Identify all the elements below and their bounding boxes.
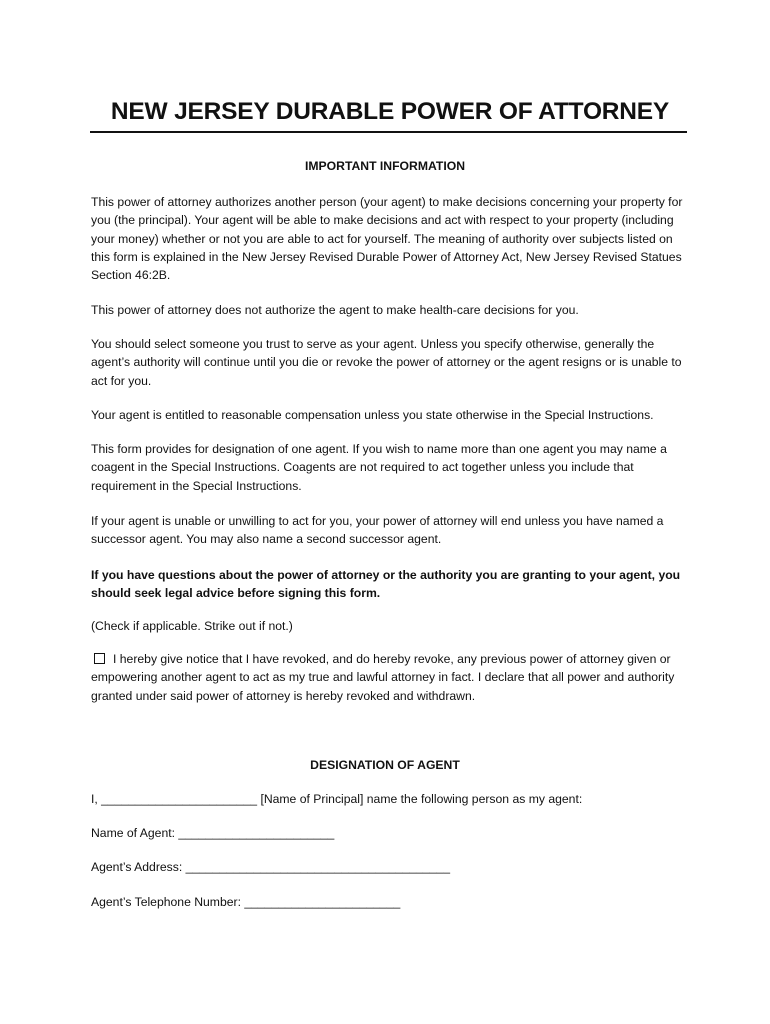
agent-address-field[interactable]: Agent’s Address: _______________________________________ (91, 860, 450, 874)
paragraph-select-agent: You should select someone you trust to serve as your agent. Unless you specify otherwise, generally the agent’s authority will continue until you die or revoke the power of attorney or the agent resigns or is unable to act for you. (91, 337, 682, 388)
principal-name-field[interactable]: I, _______________________ [Name of Principal] name the following person as my agent: (91, 792, 583, 806)
paragraph-compensation: Your agent is entitled to reasonable compensation unless you state otherwise in the Special Instructions. (91, 408, 654, 422)
revocation-checkbox[interactable] (94, 653, 105, 664)
agent-name-field[interactable]: Name of Agent: _______________________ (91, 826, 335, 840)
title-underline (90, 131, 687, 133)
check-instruction: (Check if applicable. Strike out if not.) (91, 619, 293, 633)
legal-advice-notice: If you have questions about the power of attorney or the authority you are granting to your agent, you should seek legal advice before signing this form. (91, 568, 681, 601)
paragraph-coagent: This form provides for designation of one agent. If you wish to name more than one agent you may name a coagent in the Special Instructions. Coagents are not required to act together unless you include that requirement in the Special Instructions. (91, 442, 667, 493)
revocation-clause (91, 650, 689, 705)
designation-of-agent-heading: DESIGNATION OF AGENT (310, 758, 460, 772)
paragraph-health-care: This power of attorney does not authorize the agent to make health-care decisions for you. (91, 303, 579, 317)
agent-telephone-field[interactable]: Agent’s Telephone Number: _______________________ (91, 895, 401, 909)
revocation-text: I hereby give notice that I have revoked, and do hereby revoke, any previous power of attorney given or empowering another agent to act as my true and lawful attorney in fact. I declare that all power and authority granted under said power of attorney is hereby revoked and withdrawn. (91, 652, 675, 703)
paragraph-authorization: This power of attorney authorizes another person (your agent) to make decisions concerning your property for you (the principal). Your agent will be able to make decisions and act with respect to your property (including your money) whether or not you are able to act for yourself. The meaning of authority over subjects listed on this form is explained in the New Jersey Revised Durable Power of Attorney Act, New Jersey Revised Statues Section 46:2B. (91, 195, 683, 283)
document-title: NEW JERSEY DURABLE POWER OF ATTORNEY (110, 98, 670, 125)
important-information-heading: IMPORTANT INFORMATION (305, 159, 465, 173)
paragraph-successor-agent: If your agent is unable or unwilling to act for you, your power of attorney will end unless you have named a successor agent. You may also name a second successor agent. (91, 514, 664, 547)
